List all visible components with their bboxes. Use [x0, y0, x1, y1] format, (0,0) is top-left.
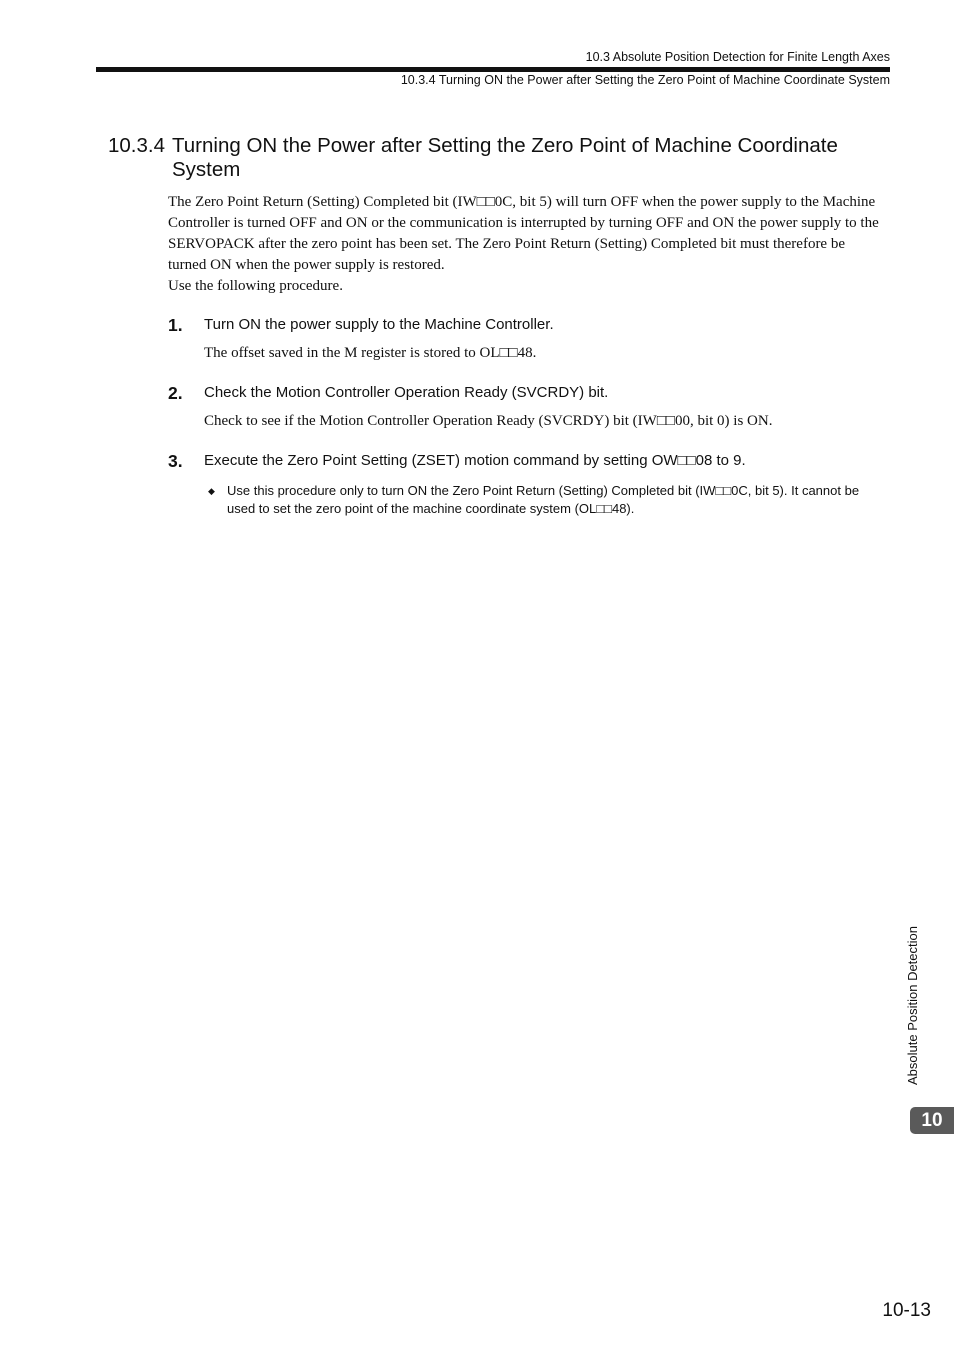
step-heading: Execute the Zero Point Setting (ZSET) motion command by setting OW□□08 to 9. [204, 452, 746, 469]
step-body: Check to see if the Motion Controller Operation Ready (SVCRDY) bit (IW□□00, bit 0) is ON. [204, 413, 773, 429]
intro-line: turned ON when the power supply is restored. [168, 257, 445, 273]
note-line: Use this procedure only to turn ON the Zero Point Return (Setting) Completed bit (IW□□0C, bit 5). It cannot be [227, 483, 860, 498]
step-heading: Check the Motion Controller Operation Ready (SVCRDY) bit. [204, 384, 609, 401]
section-title-line1: Turning ON the Power after Setting the Zero Point of Machine Coordinate [172, 134, 838, 157]
intro-line: Controller is turned OFF and ON or the communication is interrupted by turning OFF and ON the power supply to the [168, 215, 879, 231]
intro-line: The Zero Point Return (Setting) Completed bit (IW□□0C, bit 5) will turn OFF when the power supply to the Machine [168, 194, 876, 210]
procedure-note [227, 482, 891, 518]
step-number: 3. [168, 451, 183, 471]
section-number: 10.3.4 [108, 134, 165, 157]
step-number: 2. [168, 383, 183, 403]
step-number: 1. [168, 315, 183, 335]
intro-text [168, 192, 890, 297]
intro-line: SERVOPACK after the zero point has been set. The Zero Point Return (Setting) Completed bit must therefore be [168, 236, 845, 252]
section-title-line2: System [172, 158, 241, 181]
chapter-tab: 10 [910, 1107, 954, 1134]
running-header-section: 10.3 Absolute Position Detection for Finite Length Axes [585, 50, 890, 64]
page-number: 10-13 [882, 1300, 931, 1321]
note-line: used to set the zero point of the machine coordinate system (OL□□48). [227, 501, 635, 516]
step-body: The offset saved in the M register is stored to OL□□48. [204, 345, 537, 361]
section-title [108, 134, 898, 182]
running-header-subsection: 10.3.4 Turning ON the Power after Setting the Zero Point of Machine Coordinate System [400, 73, 890, 87]
intro-procedure-line: Use the following procedure. [168, 278, 343, 294]
step-heading: Turn ON the power supply to the Machine Controller. [204, 316, 554, 333]
header-rule [96, 67, 890, 72]
chapter-side-label: Absolute Position Detection [905, 926, 920, 1085]
diamond-bullet-icon: ◆ [208, 486, 215, 496]
